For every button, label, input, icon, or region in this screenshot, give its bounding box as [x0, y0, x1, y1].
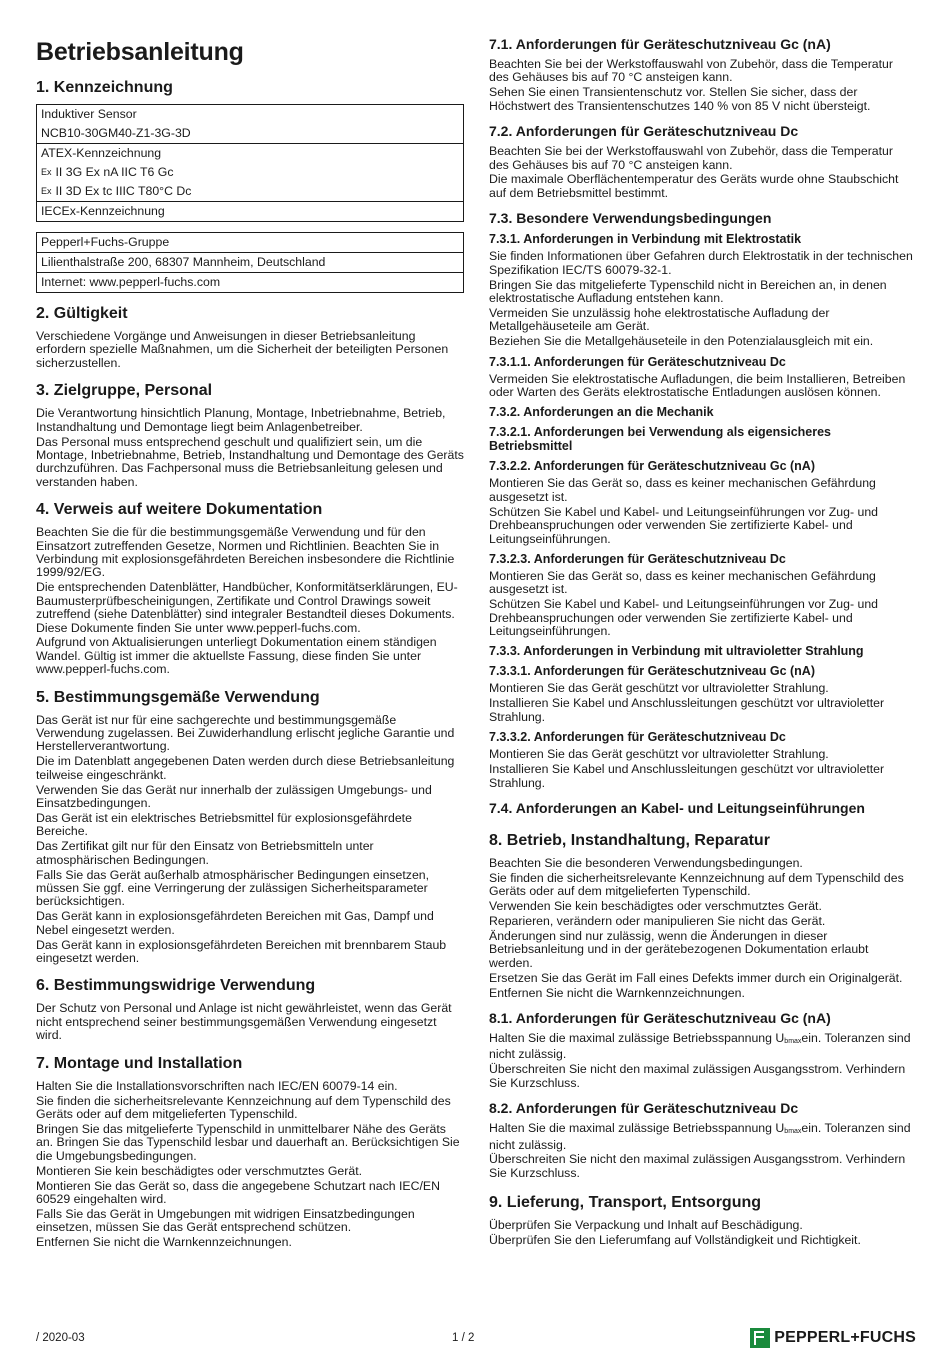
paragraph: Installieren Sie Kabel und Anschlussleitungen geschützt vor ultravioletter Strahlung. — [489, 696, 885, 724]
table-row: Pepperl+Fuchs-Gruppe — [41, 235, 170, 249]
heading-7-3: 7.3. Besondere Verwendungsbedingungen — [489, 210, 772, 227]
paragraph: Das Gerät ist nur für eine sachgerechte und bestimmungsgemäße Verwendung zugelassen. Bei Zuwiderhandlung erlischt jegliche Garantie und Herstellerverantwortung. — [36, 712, 455, 754]
paragraph: Überprüfen Sie den Lieferumfang auf Vollständigkeit und Richtigkeit. — [489, 1233, 861, 1248]
heading-7-3-1: 7.3.1. Anforderungen in Verbindung mit Elektrostatik — [489, 232, 802, 247]
ex-icon: Ex — [41, 167, 52, 177]
heading-7-1: 7.1. Anforderungen für Geräteschutzniveau Gc (nA) — [489, 36, 831, 52]
heading-7-3-2: 7.3.2. Anforderungen an die Mechanik — [489, 405, 714, 420]
paragraph: Beachten Sie die besonderen Verwendungsbedingungen. — [489, 855, 803, 870]
ex-icon: Ex — [41, 186, 52, 196]
paragraph: Ersetzen Sie das Gerät im Fall eines Defekts immer durch ein Originalgerät. — [489, 970, 903, 985]
paragraph: Aufgrund von Aktualisierungen unterliegt Dokumentation einem ständigen Wandel. Gültig ist immer die aktuellste Fassung, diese finden Sie unter www.pepperl-fuchs.com. — [36, 635, 437, 677]
paragraph: Falls Sie das Gerät außerhalb atmosphärischer Bedingungen einsetzen, müssen Sie ggf. eine Verringerung der zulässigen Sicherheitsparameter berücksichtigen. — [36, 867, 430, 909]
paragraph: Das Personal muss entsprechend geschult und qualifiziert sein, um die Montage, Inbetriebnahme, Betrieb, Instandhaltung und Demontage des Geräts durchzuführen. Das Fachpersonal muss die Betriebsanleitung gelesen und verstanden haben. — [36, 434, 464, 489]
page-title: Betriebsanleitung — [36, 38, 244, 66]
paragraph — [489, 1122, 915, 1152]
table-row — [37, 163, 463, 182]
paragraph: Sehen Sie einen Transientenschutz vor. Stellen Sie sicher, dass der Höchstwert des Transientenschutzes 140 % von 85 V nicht übersteigt. — [489, 85, 871, 113]
paragraph: Das Gerät kann in explosionsgefährdeten Bereichen mit brennbarem Staub eingesetzt werden. — [36, 937, 447, 966]
text-segment: Halten Sie die maximal zulässige Betriebsspannung U — [489, 1121, 785, 1136]
text-segment: ein. Toleranzen sind nicht zulässig. — [489, 1030, 911, 1062]
page-footer — [36, 1328, 916, 1348]
heading-kennzeichnung: 1. Kennzeichnung — [36, 79, 173, 96]
paragraph: Montieren Sie kein beschädigtes oder verschmutztes Gerät. — [36, 1163, 363, 1178]
heading-7-3-3-1: 7.3.3.1. Anforderungen für Geräteschutzniveau Gc (nA) — [489, 664, 815, 679]
left-column — [36, 32, 464, 1251]
heading-dokumentation: 4. Verweis auf weitere Dokumentation — [36, 501, 323, 519]
pf-logo-icon — [750, 1328, 770, 1348]
heading-7-3-2-1: 7.3.2.1. Anforderungen bei Verwendung als eigensicheres Betriebsmittel — [489, 425, 832, 454]
heading-8-1: 8.1. Anforderungen für Geräteschutzniveau Gc (nA) — [489, 1009, 831, 1026]
page-number: 1 / 2 — [452, 1332, 475, 1344]
heading-7-2: 7.2. Anforderungen für Geräteschutzniveau Dc — [489, 123, 799, 140]
paragraph: Überprüfen Sie Verpackung und Inhalt auf Beschädigung. — [489, 1218, 803, 1233]
paragraph: Beziehen Sie die Metallgehäuseteile in den Potenzialausgleich mit ein. — [489, 334, 874, 349]
paragraph: Änderungen sind nur zulässig, wenn die Änderungen in dieser Betriebsanleitung und in der gerätebezogenen Dokumentation erlaubt werden. — [489, 928, 869, 970]
paragraph: Verschiedene Vorgänge und Anweisungen in dieser Betriebsanleitung erfordern spezielle Maßnahmen, um die Sicherheit der beteiligten Personen sicherzustellen. — [36, 329, 449, 370]
atex-gas-marking: II 3G Ex nA IIC T6 Gc — [55, 165, 174, 179]
paragraph: Bringen Sie das mitgelieferte Typenschild in unmittelbarer Nähe des Geräts an. Bringen Sie das Typenschild lesbar und dauerhaft an. Berücksichtigen Sie die Umgebungsbedingungen. — [36, 1121, 460, 1163]
heading-7-3-3: 7.3.3. Anforderungen in Verbindung mit ultravioletter Strahlung — [489, 644, 864, 659]
table-row: Internet: www.pepperl-fuchs.com — [37, 272, 463, 292]
paragraph: Die maximale Oberflächentemperatur des Geräts wurde ohne Staubschicht auf dem Betriebsmittel bestimmt. — [489, 172, 899, 200]
paragraph: Der Schutz von Personal und Anlage ist nicht gewährleistet, wenn das Gerät nicht entsprechend seiner bestimmungsgemäßen Verwendung eingesetzt wird. — [36, 1001, 452, 1043]
paragraph: Montieren Sie das Gerät so, dass es keiner mechanischen Gefährdung ausgesetzt ist. — [489, 568, 876, 597]
heading-montage: 7. Montage und Installation — [36, 1054, 243, 1072]
paragraph: Montieren Sie das Gerät so, dass es keiner mechanischen Gefährdung ausgesetzt ist. — [489, 476, 876, 504]
paragraph: Vermeiden Sie elektrostatische Aufladungen, die beim Installieren, Betreiben oder Warten des Geräts elektrostatische Entladungen auslösen können. — [489, 371, 906, 399]
paragraph: Das Gerät ist ein elektrisches Betriebsmittel für explosionsgefährdete Bereiche. — [36, 810, 412, 839]
brand-logo — [750, 1328, 916, 1348]
paragraph: Die im Datenblatt angegebenen Daten werden durch diese Betriebsanleitung teilweise eingeschränkt. — [36, 754, 455, 782]
table-row — [37, 182, 463, 201]
right-column — [489, 32, 915, 1249]
heading-7-3-1-1: 7.3.1.1. Anforderungen für Geräteschutzniveau Dc — [489, 354, 786, 369]
heading-verwendung: 5. Bestimmungsgemäße Verwendung — [36, 688, 320, 706]
subscript: bmax — [784, 1128, 802, 1136]
table-row: IECEx-Kennzeichnung — [37, 201, 463, 221]
table-row: Lilienthalstraße 200, 68307 Mannheim, Deutschland — [37, 252, 463, 272]
paragraph: Verwenden Sie kein beschädigtes oder verschmutztes Gerät. — [489, 899, 822, 914]
paragraph: Falls Sie das Gerät in Umgebungen mit widrigen Einsatzbedingungen einsetzen, müssen Sie das Gerät entsprechend schützen. — [36, 1206, 415, 1235]
heading-7-3-3-2: 7.3.3.2. Anforderungen für Geräteschutzniveau Dc — [489, 730, 786, 745]
table-row: NCB10-30GM40-Z1-3G-3D — [41, 126, 191, 140]
paragraph: Das Zertifikat gilt nur für den Einsatz von Betriebsmitteln unter atmosphärischen Bedingungen. — [36, 839, 374, 867]
paragraph: Beachten Sie bei der Werkstoffauswahl von Zubehör, dass die Temperatur des Gehäuses bis auf 70 °C ansteigen kann. — [489, 144, 893, 172]
paragraph: Sie finden die sicherheitsrelevante Kennzeichnung auf dem Typenschild des Geräts oder auf dem mitgelieferten Typenschild. — [489, 870, 904, 899]
text-segment: Halten Sie die maximal zulässige Betriebsspannung U — [489, 1030, 785, 1045]
heading-8-2: 8.2. Anforderungen für Geräteschutzniveau Dc — [489, 1100, 799, 1117]
heading-zielgruppe: 3. Zielgruppe, Personal — [36, 382, 213, 400]
paragraph: Montieren Sie das Gerät geschützt vor ultravioletter Strahlung. — [489, 747, 829, 762]
paragraph: Das Gerät kann in explosionsgefährdeten Bereichen mit Gas, Dampf und Nebel eingesetzt werden. — [36, 909, 434, 937]
heading-lieferung: 9. Lieferung, Transport, Entsorgung — [489, 1194, 762, 1212]
heading-betrieb: 8. Betrieb, Instandhaltung, Reparatur — [489, 831, 770, 849]
heading-gueltigkeit: 2. Gültigkeit — [36, 305, 128, 322]
paragraph: Beachten Sie die für die bestimmungsgemäße Verwendung und für den Einsatzort zutreffenden Gesetze, Normen und Richtlinien. Beachten Sie in Verbindung mit explosionsgefährdeten Bereichen insbesondere die Richtlinie 1999/92/EG. — [36, 525, 455, 580]
heading-7-3-2-3: 7.3.2.3. Anforderungen für Geräteschutzniveau Dc — [489, 551, 786, 566]
subscript: bmax — [784, 1037, 802, 1045]
table-row: ATEX-Kennzeichnung — [37, 143, 463, 163]
paragraph: Montieren Sie das Gerät geschützt vor ultravioletter Strahlung. — [489, 681, 829, 696]
paragraph: Schützen Sie Kabel und Kabel- und Leitungseinführungen vor Zug- und Drehbeanspruchungen oder verwenden Sie zertifizierte Kabel- und Leitungseinführungen. — [489, 504, 878, 546]
text-segment: ein. Toleranzen sind nicht zulässig. — [489, 1121, 911, 1152]
paragraph: Montieren Sie das Gerät so, dass die angegebene Schutzart nach IEC/EN 60529 eingehalten wird. — [36, 1178, 440, 1206]
paragraph — [489, 1032, 915, 1062]
paragraph: Entfernen Sie nicht die Warnkennzeichnungen. — [36, 1235, 292, 1250]
heading-7-4: 7.4. Anforderungen an Kabel- und Leitungseinführungen — [489, 799, 865, 816]
paragraph: Beachten Sie bei der Werkstoffauswahl von Zubehör, dass die Temperatur des Gehäuses bis auf 70 °C ansteigen kann. — [489, 57, 893, 85]
paragraph: Reparieren, verändern oder manipulieren Sie nicht das Gerät. — [489, 914, 826, 929]
paragraph: Bringen Sie das mitgelieferte Typenschild nicht in Bereichen an, in denen elektrostatische Aufladung entstehen kann. — [489, 277, 887, 305]
table-row: Induktiver Sensor — [41, 107, 137, 121]
paragraph: Halten Sie die Installationsvorschriften nach IEC/EN 60079-14 ein. — [36, 1078, 398, 1093]
paragraph: Vermeiden Sie unzulässig hohe elektrostatische Aufladung der Metallgehäuseteile am Gerät. — [489, 305, 830, 334]
heading-7-3-2-2: 7.3.2.2. Anforderungen für Geräteschutzniveau Gc (nA) — [489, 459, 815, 474]
heading-widrige-verwendung: 6. Bestimmungswidrige Verwendung — [36, 977, 316, 995]
manufacturer-table — [36, 232, 464, 293]
identification-table — [36, 104, 464, 222]
paragraph: Sie finden die sicherheitsrelevante Kennzeichnung auf dem Typenschild des Geräts oder auf dem mitgelieferten Typenschild. — [36, 1093, 451, 1121]
paragraph: Die entsprechenden Datenblätter, Handbücher, Konformitätserklärungen, EU-Baumusterprüfbescheinigungen, Zertifikate und Control Drawings soweit zutreffend (siehe Datenblätter) sind integraler Bestandteil dieses Dokuments. Diese Dokumente finden Sie unter www.pepperl-fuchs.com. — [36, 580, 458, 635]
paragraph: Überschreiten Sie nicht den maximal zulässigen Ausgangsstrom. Verhindern Sie Kurzschluss. — [489, 1062, 906, 1090]
paragraph: Überschreiten Sie nicht den maximal zulässigen Ausgangsstrom. Verhindern Sie Kurzschluss. — [489, 1152, 906, 1180]
paragraph: Sie finden Informationen über Gefahren durch Elektrostatik in der technischen Spezifikation IEC/TS 60079-32-1. — [489, 249, 913, 277]
paragraph: Schützen Sie Kabel und Kabel- und Leitungseinführungen vor Zug- und Drehbeanspruchungen oder verwenden Sie zertifizierte Kabel- und Leitungseinführungen. — [489, 597, 878, 639]
document-date: / 2020-03 — [36, 1332, 85, 1344]
paragraph: Installieren Sie Kabel und Anschlussleitungen geschützt vor ultravioletter Strahlung. — [489, 762, 885, 790]
paragraph: Verwenden Sie das Gerät nur innerhalb der zulässigen Umgebungs- und Einsatzbedingungen. — [36, 782, 432, 811]
brand-name: PEPPERL+FUCHS — [774, 1329, 916, 1346]
paragraph: Die Verantwortung hinsichtlich Planung, Montage, Inbetriebnahme, Betrieb, Instandhaltung und Demontage liegt beim Anlagenbetreiber. — [36, 406, 446, 434]
paragraph: Entfernen Sie nicht die Warnkennzeichnungen. — [489, 985, 745, 1000]
atex-dust-marking: II 3D Ex tc IIIC T80°C Dc — [55, 184, 192, 198]
